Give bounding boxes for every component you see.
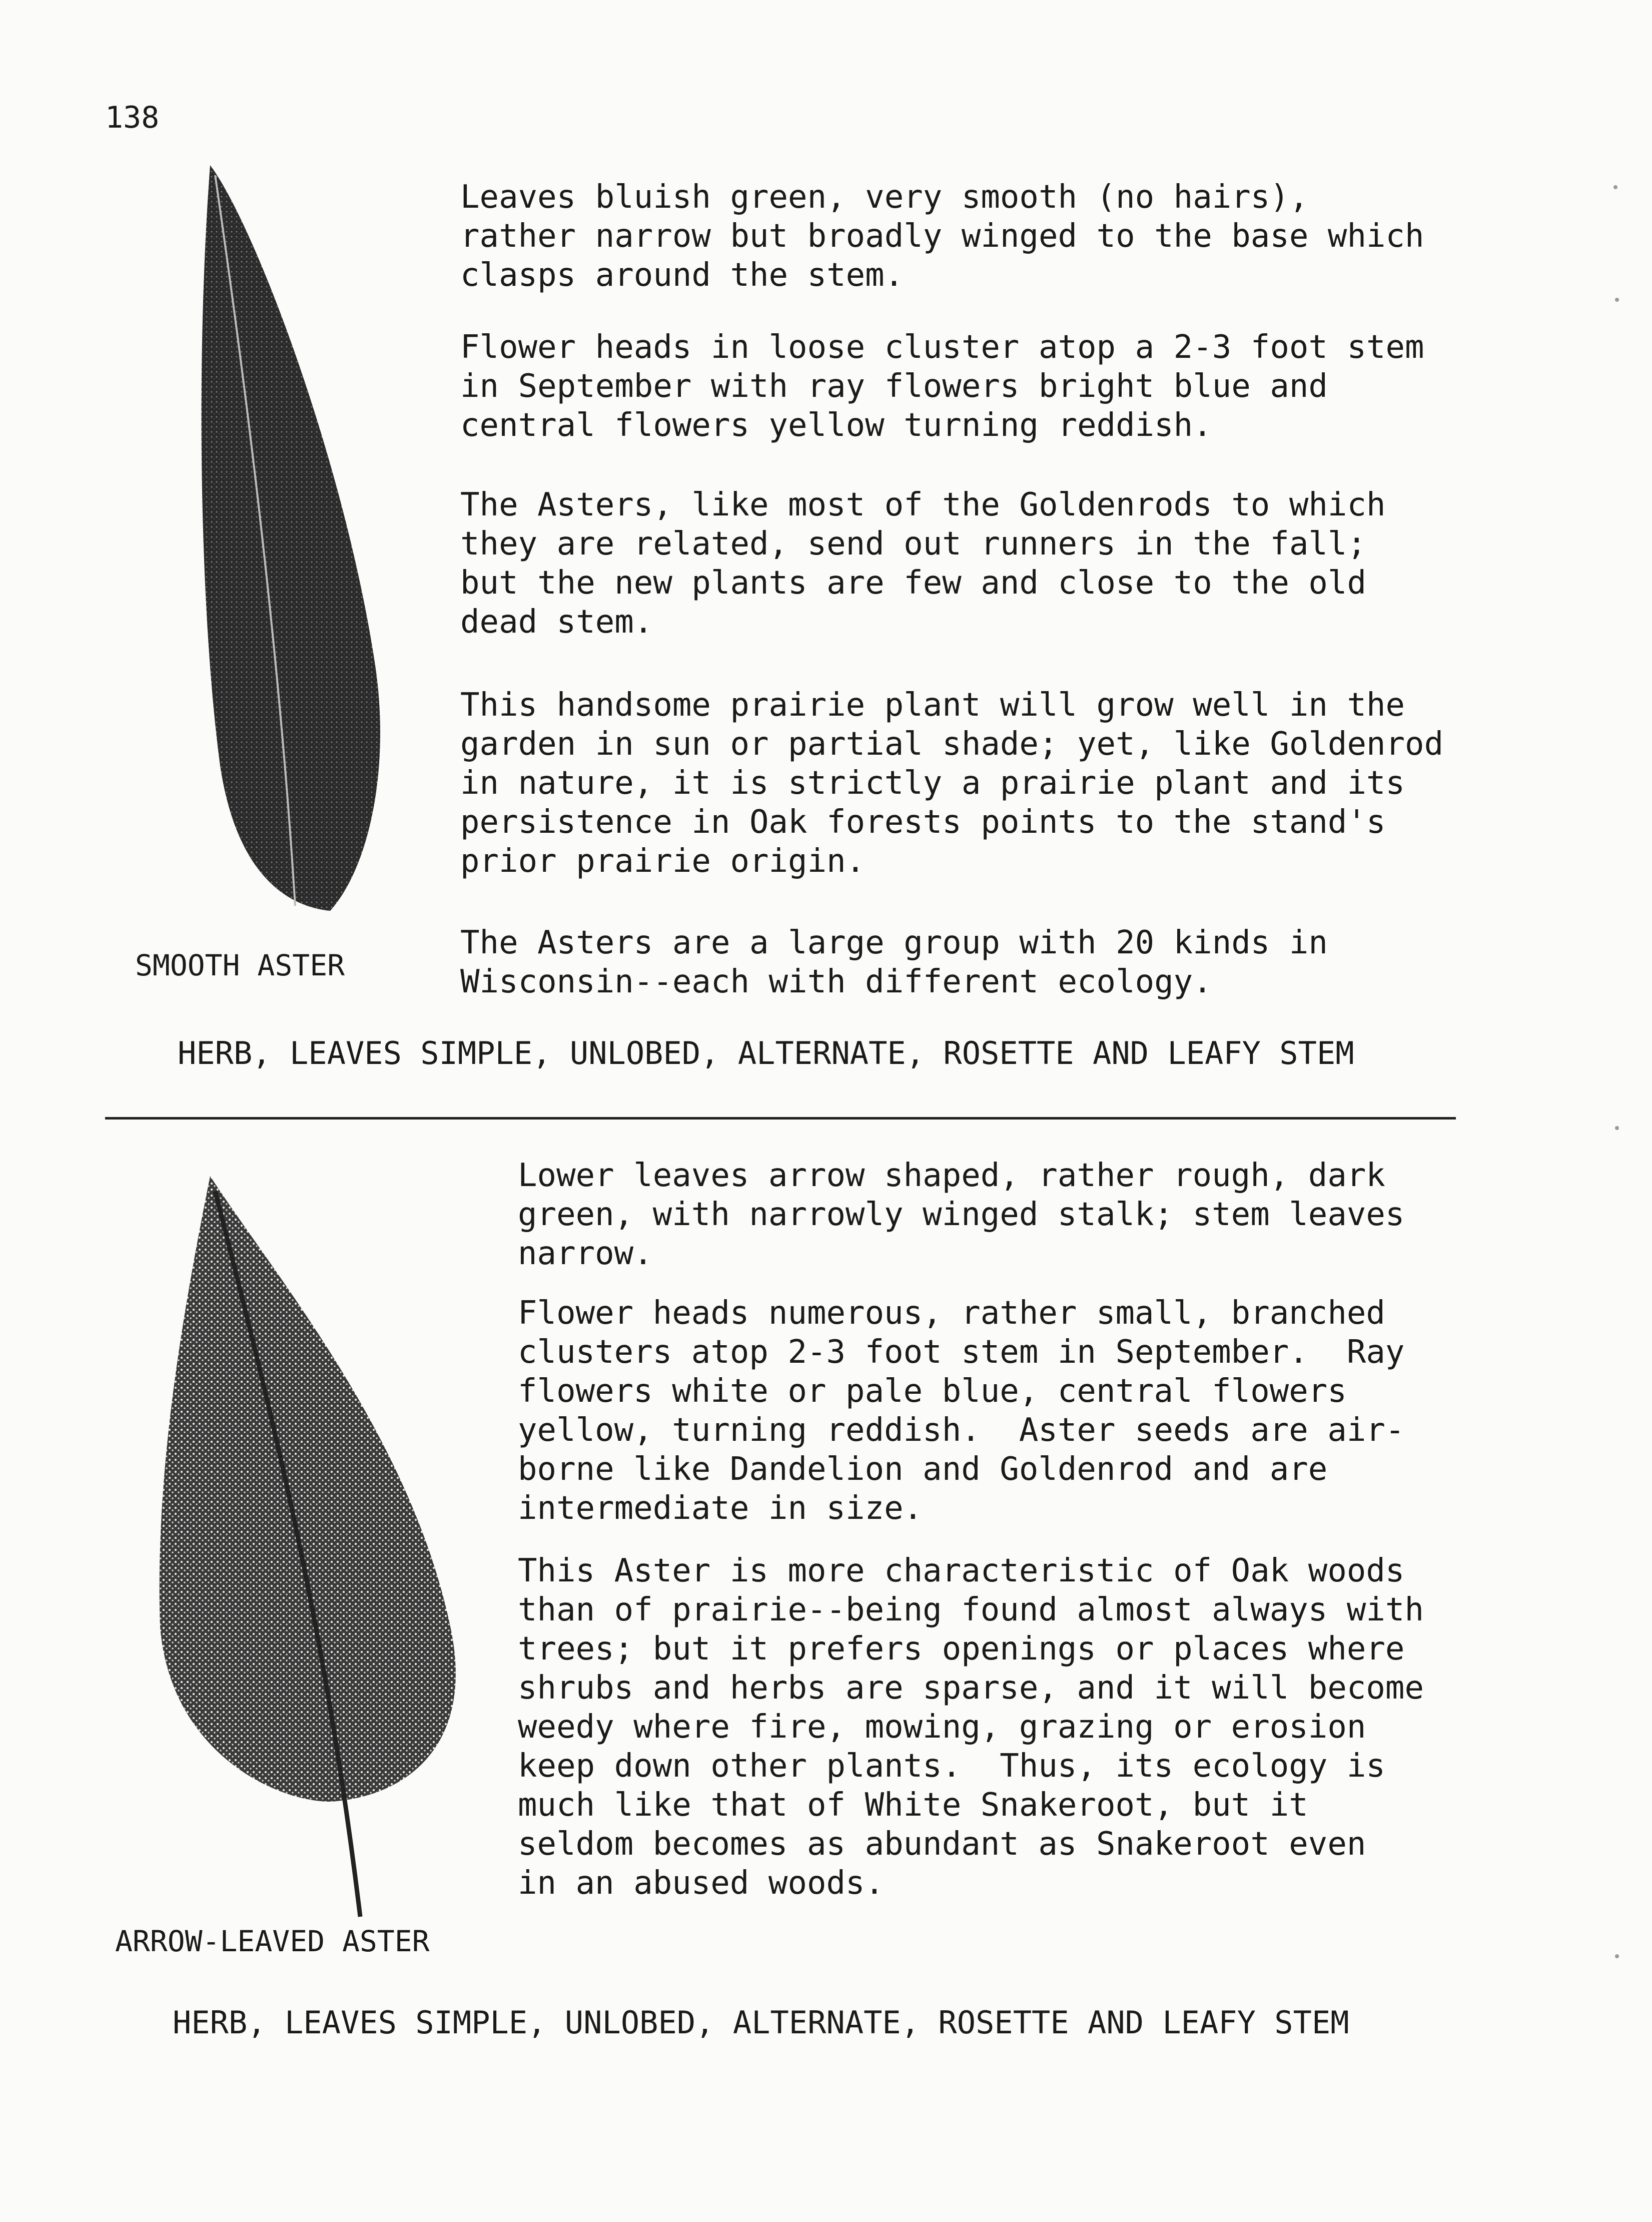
classification-line: HERB, LEAVES SIMPLE, UNLOBED, ALTERNATE, ROSETTE AND LEAFY STEM <box>173 2004 1349 2041</box>
paragraph: Flower heads in loose cluster atop a 2-3 foot stem in September with ray flowers bright blue and central flowers yellow turning reddish. <box>460 329 1424 444</box>
paragraph: Leaves bluish green, very smooth (no hairs), rather narrow but broadly winged to the base which clasps around the stem. <box>460 179 1424 294</box>
paragraph: Flower heads numerous, rather small, branched clusters atop 2-3 foot stem in September. Ray flowers white or pale blue, central flowers yellow, turning reddish. Aster seeds are air- borne like Dandelion and Goldenrod and are intermediate in size. <box>518 1295 1405 1527</box>
paragraph: Lower leaves arrow shaped, rather rough, dark green, with narrowly winged stalk; stem leaves narrow. <box>518 1157 1405 1272</box>
margin-mark <box>1613 185 1617 189</box>
page-number: 138 <box>105 100 160 135</box>
margin-mark <box>1615 1954 1619 1958</box>
species-caption: SMOOTH ASTER <box>135 948 345 982</box>
paragraph: This handsome prairie plant will grow well in the garden in sun or partial shade; yet, like Goldenrod in nature, it is strictly a prairie plant and its persistence in Oak forests points to the stand's prior prairie origin. <box>460 687 1444 880</box>
classification-line: HERB, LEAVES SIMPLE, UNLOBED, ALTERNATE, ROSETTE AND LEAFY STEM <box>178 1035 1354 1071</box>
species-caption: ARROW-LEAVED ASTER <box>115 1924 430 1958</box>
paragraph: The Asters are a large group with 20 kinds in Wisconsin--each with different ecology. <box>460 924 1328 1000</box>
paragraph: The Asters, like most of the Goldenrods to which they are related, send out runners in the fall; but the new plants are few and close to the old dead stem. <box>460 486 1386 641</box>
arrow-leaved-aster-leaf-print <box>150 1176 500 1922</box>
smooth-aster-leaf-image <box>180 165 410 916</box>
margin-mark <box>1615 298 1619 302</box>
arrow-leaved-aster-leaf-image <box>150 1176 500 1922</box>
margin-mark <box>1615 1126 1619 1130</box>
smooth-aster-leaf-print <box>180 165 410 916</box>
section-divider <box>105 1117 1456 1120</box>
paragraph: This Aster is more characteristic of Oak woods than of prairie--being found almost always with trees; but it prefers openings or places where shrubs and herbs are sparse, and it will become weedy where fire, mowing, grazing or erosion keep down other plants. Thus, its ecology is much like that of White Snakeroot, but it seldom becomes as abundant as Snakeroot even in an abused woods. <box>518 1552 1424 1902</box>
